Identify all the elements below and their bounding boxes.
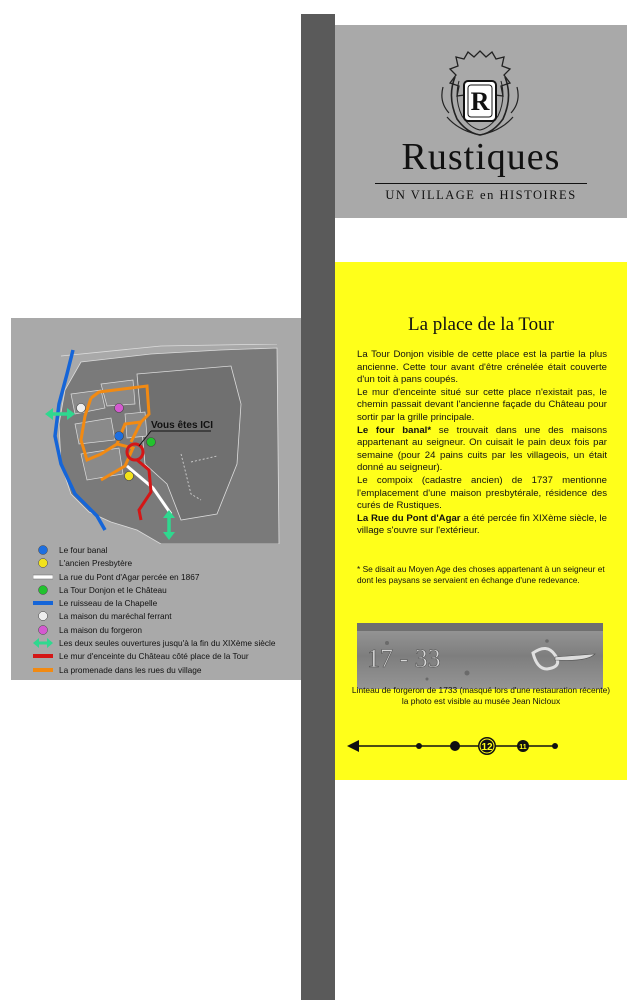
brand-header bbox=[335, 25, 627, 218]
brand-divider bbox=[375, 183, 587, 184]
you-are-here-label: Vous êtes ICI bbox=[151, 420, 214, 431]
blue-line-icon bbox=[33, 597, 53, 609]
four-banal-label: Le four banal* bbox=[357, 424, 432, 436]
legend-label: La rue du Pont d'Agar percée en 1867 bbox=[59, 571, 200, 582]
four-banal-text: se trouvait dans une des maisons appartenant au seigneur. On cuisait le pain deux fois par semaine (pour 24 pains cuits par les villageois, un était donné au seigneur). bbox=[357, 424, 607, 474]
legend-forgeron bbox=[33, 624, 301, 637]
map-legend bbox=[33, 544, 301, 677]
photo-caption bbox=[345, 685, 617, 707]
legend-label: L'ancien Presbytère bbox=[59, 558, 133, 569]
legend-label: La Tour Donjon et le Château bbox=[59, 584, 167, 595]
legend-label: La promenade dans les rues du village bbox=[59, 664, 202, 675]
legend-ruisseau bbox=[33, 597, 301, 610]
legend-label: Le mur d'enceinte du Château côté place de la Tour bbox=[59, 651, 249, 662]
four-banal-marker bbox=[115, 432, 124, 441]
village-map bbox=[41, 344, 281, 544]
panel-title: La place de la Tour bbox=[407, 314, 555, 335]
arrow-left-icon[interactable] bbox=[347, 740, 359, 752]
crest-letter: R bbox=[470, 87, 490, 116]
marechal-ferrant-marker bbox=[77, 404, 86, 413]
legend-mur-enceinte bbox=[33, 650, 301, 663]
rue-text: a été percée fin XIXème siècle, le village s'ouvre sur l'extérieur. bbox=[357, 512, 607, 537]
legend-presbytere bbox=[33, 557, 301, 570]
info-panel bbox=[335, 262, 627, 780]
paragraph-mur: Le mur d'enceinte situé sur cette place n'existait pas, le chemin passait devant l'ancienne façade du Château pour sortir par la grille principale. bbox=[357, 386, 607, 423]
legend-four-banal bbox=[33, 544, 301, 557]
yellow-dot-icon bbox=[33, 557, 53, 569]
panel-body bbox=[357, 349, 607, 538]
blue-dot-icon bbox=[33, 544, 53, 556]
legend-label: Les deux seules ouvertures jusqu'à la fin du XIXème siècle bbox=[59, 638, 276, 649]
lintel-inscription: 17 - 33 bbox=[367, 644, 441, 673]
paragraph-four bbox=[357, 425, 607, 475]
legend-promenade bbox=[33, 664, 301, 677]
white-dot-icon bbox=[33, 610, 53, 622]
legend-ouvertures bbox=[33, 637, 301, 650]
red-line-icon bbox=[33, 650, 53, 662]
brand-subtitle: UN VILLAGE en HISTOIRES bbox=[385, 188, 577, 202]
legend-marechal bbox=[33, 610, 301, 623]
caption-line-2: la photo est visible au musée Jean Nicloux bbox=[401, 696, 561, 706]
sign-post bbox=[301, 14, 335, 1000]
route-stop-dot[interactable] bbox=[552, 743, 558, 749]
paragraph-rue bbox=[357, 513, 607, 538]
forgeron-marker bbox=[115, 404, 124, 413]
legend-label: La maison du maréchal ferrant bbox=[59, 611, 172, 622]
lintel-photo bbox=[357, 623, 603, 689]
green-dot-icon bbox=[33, 584, 53, 596]
rue-label: La Rue du Pont d'Agar bbox=[357, 512, 461, 524]
double-arrow-icon bbox=[33, 637, 53, 649]
map-panel bbox=[11, 318, 301, 680]
legend-label: La maison du forgeron bbox=[59, 624, 143, 635]
paragraph-compoix: Le compoix (cadastre ancien) de 1737 mentionne l'emplacement d'une maison presbytérale, résidence des curés de Rustiques. bbox=[357, 474, 607, 512]
caption-line-1: Linteau de forgeron de 1733 (masqué lors d'une restauration récente) bbox=[351, 685, 611, 695]
lintel-stone-image bbox=[357, 623, 603, 689]
footnote: * Se disait au Moyen Age des choses appartenant à un seigneur et dont les paysans se servaient en échange d'une redevance. bbox=[357, 564, 605, 585]
route-stop-dot[interactable] bbox=[450, 741, 460, 751]
route-stop-current[interactable] bbox=[478, 737, 496, 755]
route-navigation bbox=[345, 734, 625, 758]
crest-icon bbox=[435, 47, 525, 139]
legend-label: Le ruisseau de la Chapelle bbox=[59, 598, 158, 609]
purple-dot-icon bbox=[33, 624, 53, 636]
brand-title: Rustiques bbox=[401, 136, 561, 178]
legend-label: Le four banal bbox=[59, 545, 108, 555]
route-stop-dot[interactable] bbox=[416, 743, 422, 749]
white-bar-icon bbox=[33, 571, 53, 583]
legend-rue-pont-agar bbox=[33, 571, 301, 584]
tour-donjon-marker bbox=[147, 438, 156, 447]
route-current-number: 12 bbox=[481, 742, 493, 753]
presbytere-marker bbox=[125, 472, 134, 481]
route-stop-next[interactable] bbox=[517, 740, 529, 752]
route-next-number: 11 bbox=[519, 744, 527, 751]
paragraph-tour: La Tour Donjon visible de cette place est la partie la plus ancienne. Cette tour avant d'être crénelée était couverte d'un toit à pans coupés. bbox=[357, 349, 607, 386]
orange-line-icon bbox=[33, 664, 53, 676]
legend-tour-donjon bbox=[33, 584, 301, 597]
